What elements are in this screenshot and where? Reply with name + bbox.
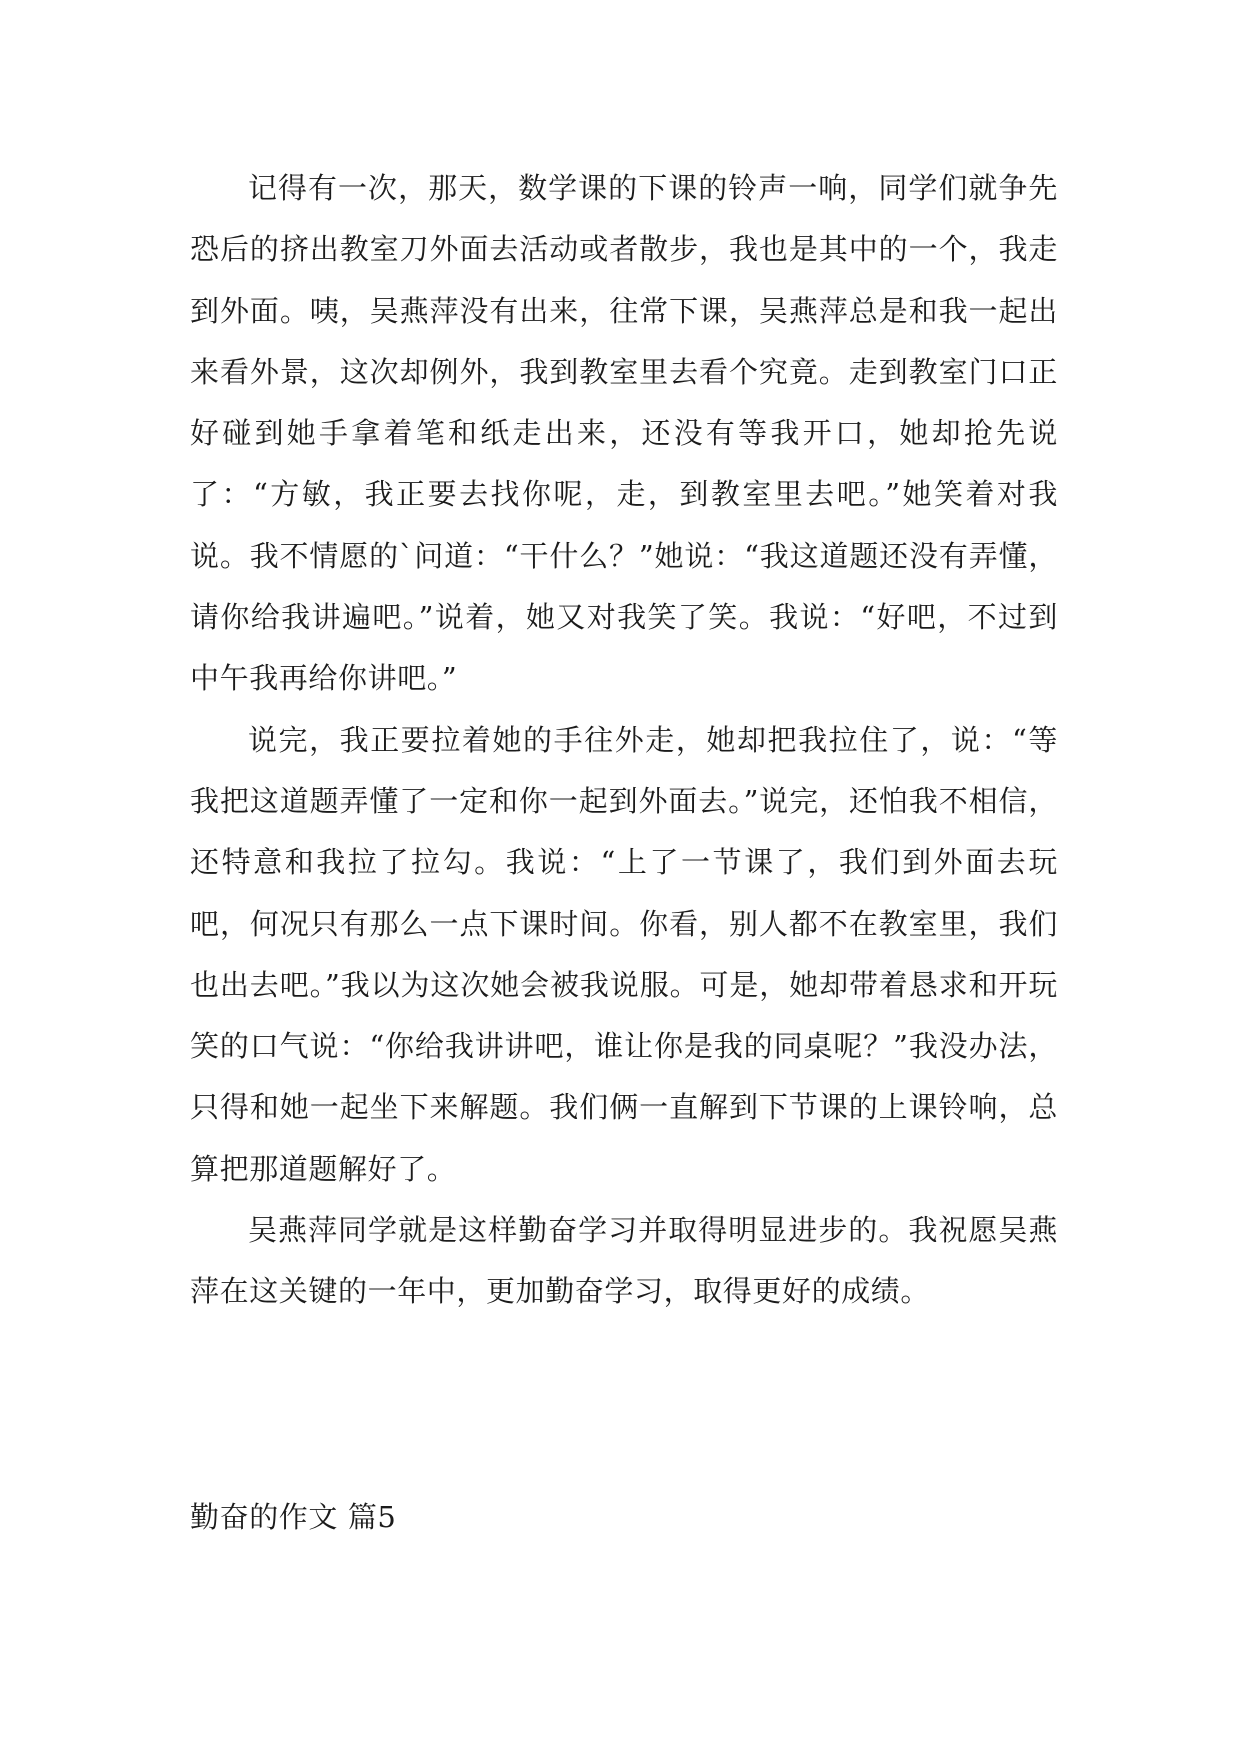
paragraph-2: 说完，我正要拉着她的手往外走，她却把我拉住了，说：“等我把这道题弄懂了一定和你一起到外面去。”说完，还怕我不相信，还特意和我拉了拉勾。我说：“上了一节课了，我们到外面去玩吧，何况只有那么一点下课时间。你看，别人都不在教室里，我们也出去吧。”我以为这次她会被我说服。可是，她却带着恳求和开玩笑的口气说：“你给我讲讲吧，谁让你是我的同桌呢？”我没办法，只得和她一起坐下来解题。我们俩一直解到下节课的上课铃响，总算把那道题解好了。 (190, 722, 1058, 1186)
document-body (190, 158, 1058, 1323)
section-heading: 勤奋的作文 篇5 (190, 1500, 397, 1534)
paragraph-3: 吴燕萍同学就是这样勤奋学习并取得明显进步的。我祝愿吴燕萍在这关键的一年中，更加勤奋学习，取得更好的成绩。 (190, 1213, 1058, 1309)
paragraph-1: 记得有一次，那天，数学课的下课的铃声一响，同学们就争先恐后的挤出教室刀外面去活动或者散步，我也是其中的一个，我走到外面。咦，吴燕萍没有出来，往常下课，吴燕萍总是和我一起出来看外景，这次却例外，我到教室里去看个究竟。走到教室门口正好碰到她手拿着笔和纸走出来，还没有等我开口，她却抢先说了：“方敏，我正要去找你呢，走，到教室里去吧。”她笑着对我说。我不情愿的`问道：“干什么？”她说：“我这道题还没有弄懂，请你给我讲遍吧。”说着，她又对我笑了笑。我说：“好吧，不过到中午我再给你讲吧。” (190, 171, 1058, 696)
